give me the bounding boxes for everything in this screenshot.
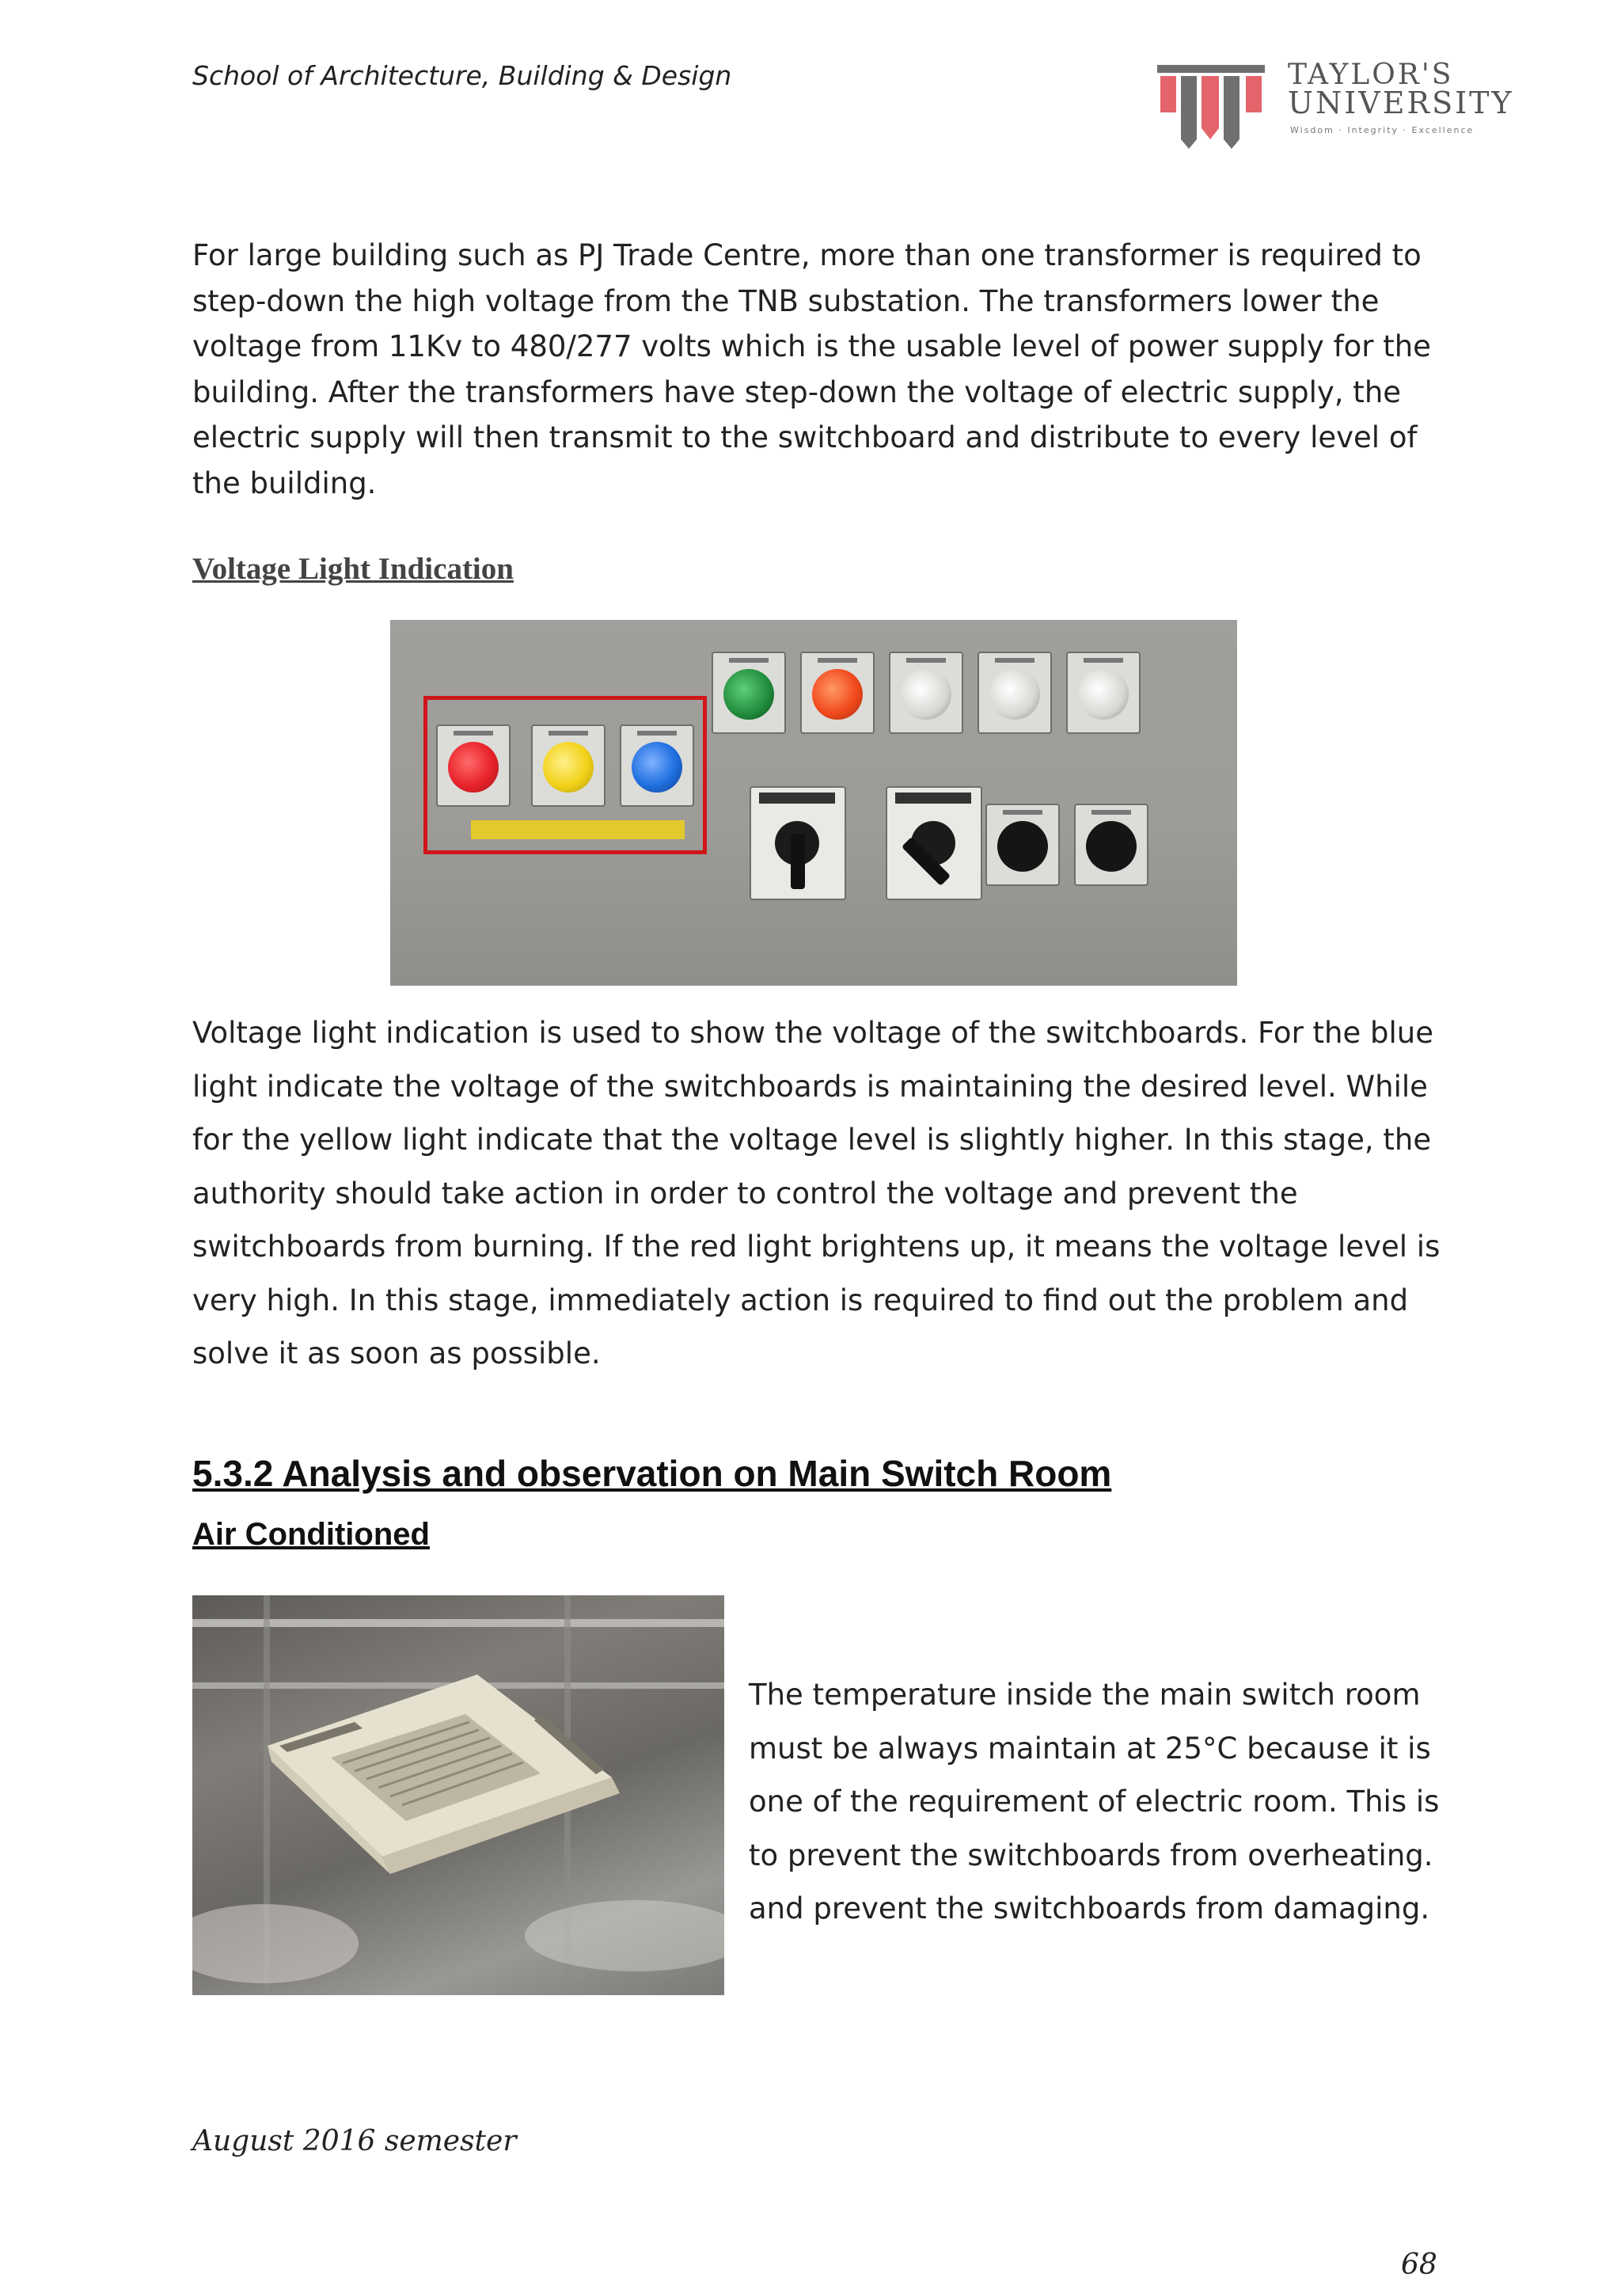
header-school-name: School of Architecture, Building & Design	[192, 60, 732, 91]
air-conditioner-photo	[192, 1595, 724, 1995]
voltage-indication-label-strip	[471, 820, 685, 839]
yellow-lamp	[531, 724, 606, 807]
green-lamp	[712, 652, 786, 734]
orange-lamp	[800, 652, 875, 734]
white-lamp-1	[889, 652, 963, 734]
logo-text-taylors: TAYLOR'S	[1288, 59, 1454, 91]
white-lamp-3	[1066, 652, 1141, 734]
selector-switch-1	[750, 786, 846, 900]
voltage-indicator-panel-photo	[390, 620, 1237, 986]
white-lamp-2	[978, 652, 1052, 734]
blue-lamp	[620, 724, 694, 807]
air-conditioned-subtitle: Air Conditioned	[192, 1517, 430, 1552]
aircon-illustration-icon	[192, 1595, 724, 1995]
black-button-1	[985, 804, 1060, 886]
voltage-light-heading: Voltage Light Indication	[192, 552, 514, 586]
page-number: 68	[1401, 2248, 1437, 2281]
footer-semester: August 2016 semester	[192, 2125, 517, 2157]
intro-paragraph: For large building such as PJ Trade Centre, more than one transformer is required to step-down the high voltage from the TNB substation. The transformers lower the voltage from 11Kv to 480/277 volts which is the usable level of power supply for the building. After the transformers have step-down the voltage of electric supply, the electric supply will then transmit to the switchboard and distribute to every level of the building.	[192, 238, 1431, 500]
logo-tagline: Wisdom · Integrity · Excellence	[1290, 125, 1475, 135]
selector-switch-2	[886, 786, 982, 900]
black-button-2	[1074, 804, 1148, 886]
logo-text-university: UNIVERSITY	[1288, 86, 1514, 120]
voltage-paragraph: Voltage light indication is used to show the voltage of the switchboards. For the blue light indicate the voltage of the switchboards is maintaining the desired level. While for the yellow light indicate that the voltage level is slightly higher. In this stage, the authority should take action in order to control the voltage and prevent the switchboards from burning. If the red light brightens up, it means the voltage level is very high. In this stage, immediately action is required to find out the problem and solve it as soon as possible.	[192, 1016, 1441, 1370]
red-lamp	[436, 724, 511, 807]
section-title: 5.3.2 Analysis and observation on Main Switch Room	[192, 1453, 1112, 1494]
air-conditioned-paragraph: The temperature inside the main switch room must be always maintain at 25°C because it is one of the requirement of electric room. This is to prevent the switchboards from overheating. and prevent the switchboards from damaging.	[749, 1678, 1440, 1925]
logo-emblem-icon	[1157, 60, 1284, 155]
